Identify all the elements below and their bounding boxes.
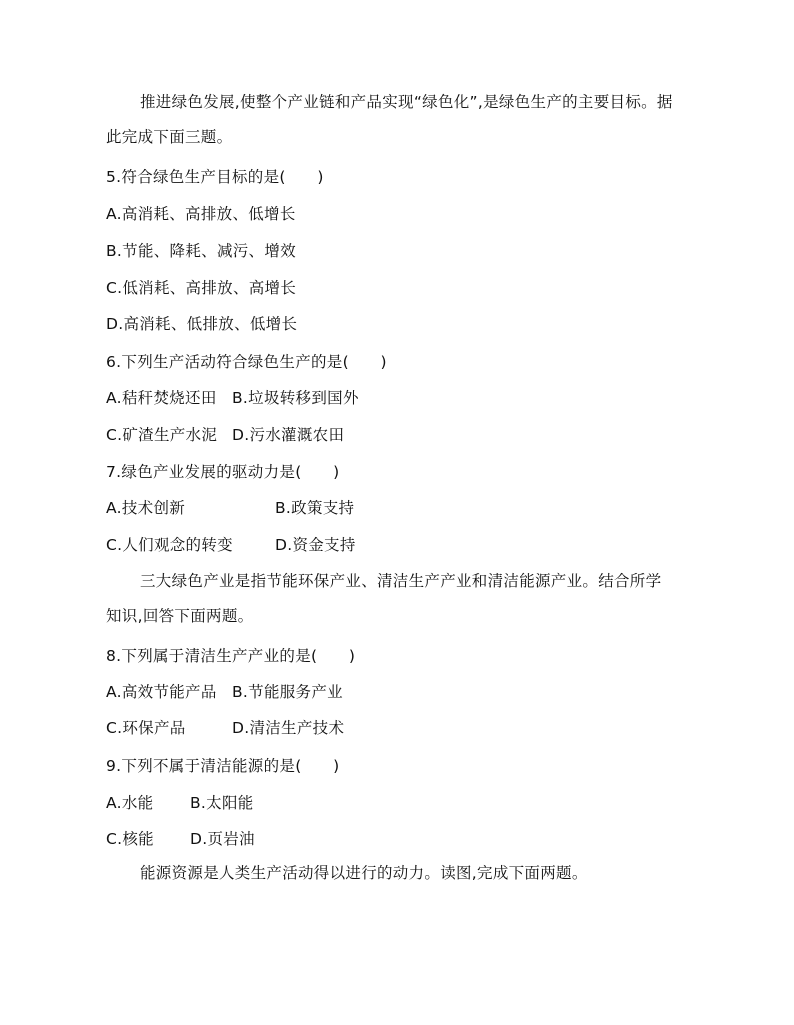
question-5-option-c: C.低消耗、高排放、高增长 [106,279,297,297]
question-6-option-c: C.矿渣生产水泥 [106,426,218,444]
question-7-option-b: B.政策支持 [275,499,355,517]
question-9-stem: 9.下列不属于清洁能源的是( ) [106,757,340,775]
question-9-option-b: B.太阳能 [190,794,254,812]
question-6-option-b: B.垃圾转移到国外 [232,389,359,407]
question-5-stem: 5.符合绿色生产目标的是( ) [106,168,324,186]
question-7-option-c: C.人们观念的转变 [106,536,233,554]
question-7-option-a: A.技术创新 [106,499,186,517]
question-8-option-a: A.高效节能产品 [106,683,217,701]
question-9-option-c: C.核能 [106,830,154,848]
intro-paragraph-2-line-2: 知识,回答下面两题。 [106,607,254,625]
question-9-option-a: A.水能 [106,794,154,812]
question-6-option-a: A.秸秆焚烧还田 [106,389,217,407]
question-7-stem: 7.绿色产业发展的驱动力是( ) [106,463,340,481]
question-7-option-d: D.资金支持 [275,536,356,554]
question-8-option-b: B.节能服务产业 [232,683,343,701]
question-5-option-b: B.节能、降耗、减污、增效 [106,242,296,260]
intro-paragraph-1-line-2: 此完成下面三题。 [106,128,233,146]
question-8-option-c: C.环保产品 [106,719,186,737]
question-6-option-d: D.污水灌溉农田 [232,426,345,444]
intro-paragraph-3: 能源资源是人类生产活动得以进行的动力。读图,完成下面两题。 [140,864,588,882]
question-8-stem: 8.下列属于清洁生产产业的是( ) [106,647,356,665]
question-5-option-a: A.高消耗、高排放、低增长 [106,205,296,223]
question-9-option-d: D.页岩油 [190,830,255,848]
question-6-stem: 6.下列生产活动符合绿色生产的是( ) [106,353,387,371]
question-5-option-d: D.高消耗、低排放、低增长 [106,315,298,333]
intro-paragraph-2-line-1: 三大绿色产业是指节能环保产业、清洁生产产业和清洁能源产业。结合所学 [140,572,662,590]
intro-paragraph-1-line-1: 推进绿色发展,使整个产业链和产品实现“绿色化”,是绿色生产的主要目标。据 [140,93,673,111]
question-8-option-d: D.清洁生产技术 [232,719,345,737]
